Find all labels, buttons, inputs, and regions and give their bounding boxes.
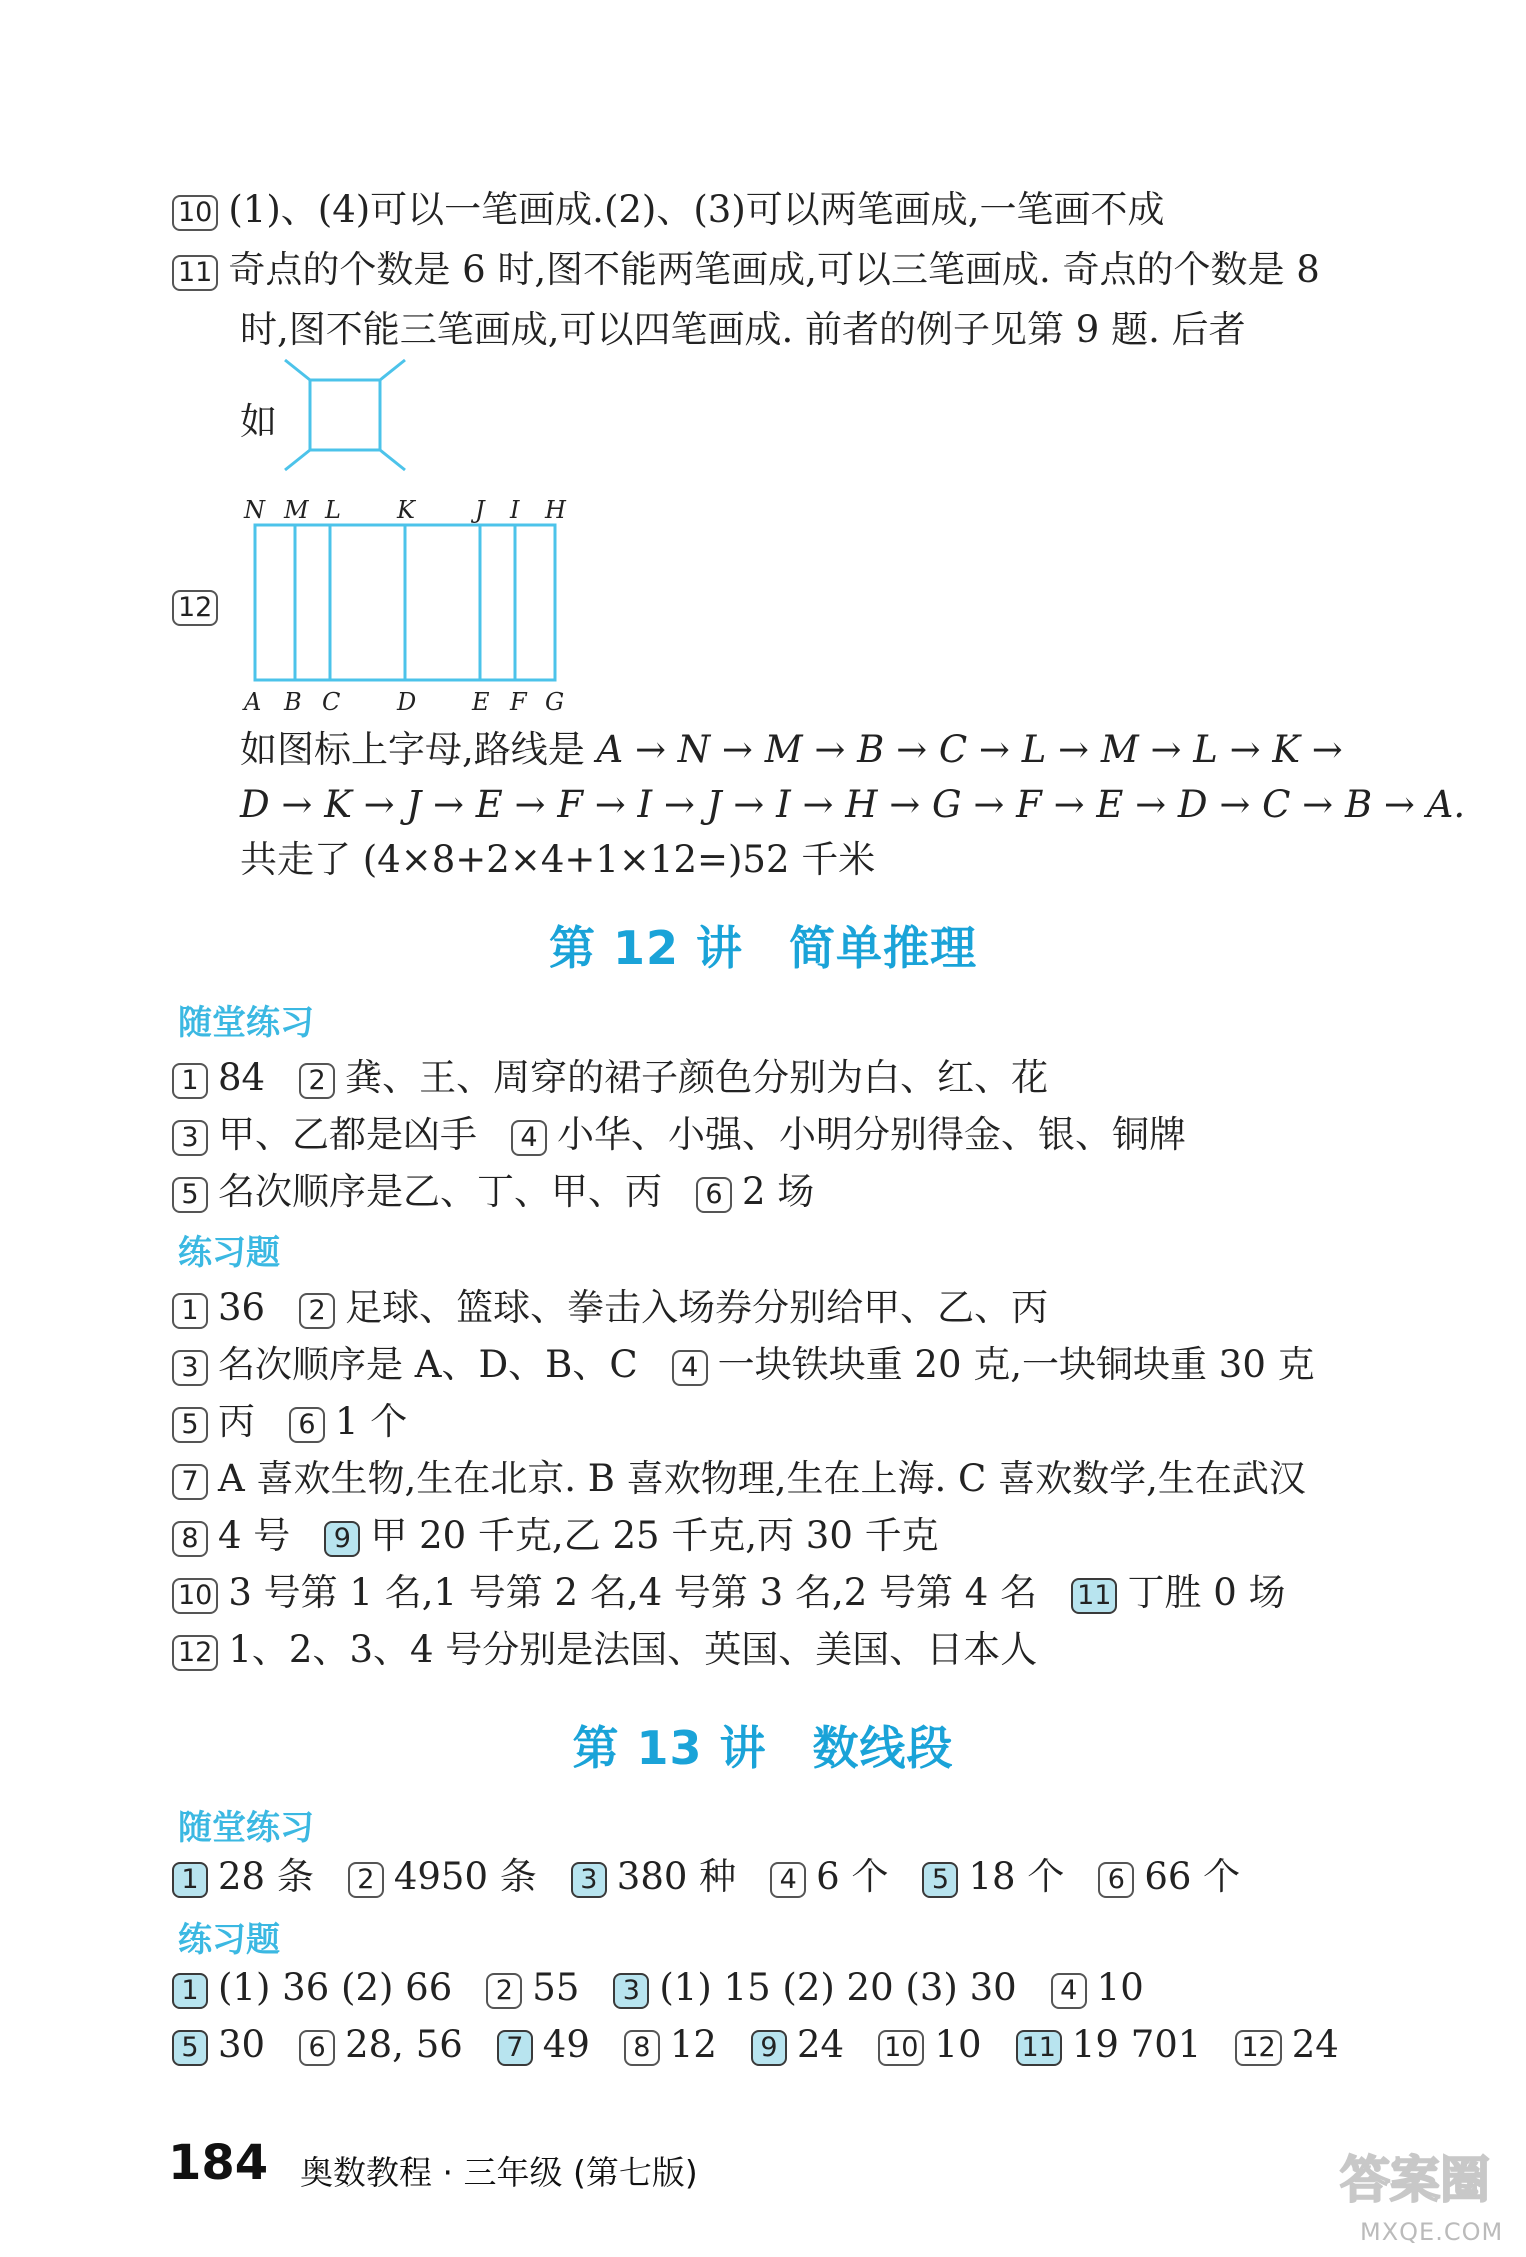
route-point: J [706, 783, 722, 826]
q12-bottom-letter: C [322, 688, 341, 716]
route-arrow: → [652, 783, 707, 826]
question-number: 6 [289, 1407, 325, 1443]
question-number: 7 [172, 1464, 208, 1500]
q12-top-letter: J [475, 496, 485, 524]
route-point: L [1021, 728, 1047, 771]
answer-row [172, 1167, 814, 1217]
route-point: N [677, 728, 711, 771]
answer-text: 49 [542, 2023, 590, 2066]
answer-text: 36 [218, 1286, 266, 1329]
route-arrow: → [1217, 728, 1273, 771]
route-point: F [557, 783, 583, 826]
lecture13-title-num: 第 13 讲 [572, 1721, 767, 1775]
route-point: A [596, 728, 624, 771]
lecture13-title [0, 1712, 1526, 1778]
route-arrow: → [967, 728, 1022, 771]
route-point: I [637, 783, 653, 826]
route-arrow: → [802, 728, 858, 771]
answer-text: 龚、王、周穿的裙子颜色分别为白、红、花 [345, 1056, 1049, 1099]
route-arrow: → [1207, 783, 1263, 826]
route-point: I [776, 783, 791, 826]
q10-text: (1)、(4)可以一笔画成.(2)、(3)可以两笔画成,一笔画不成 [228, 188, 1165, 231]
q12-bottom-letter: A [244, 688, 262, 716]
question-number: 7 [497, 2030, 533, 2066]
q12-top-letter: K [397, 496, 415, 524]
q11-ru [240, 397, 277, 447]
question-number: 1 [172, 1973, 208, 2009]
q12-bottom-letter: E [472, 688, 490, 716]
lecture12-class-practice-label: 随堂练习 [178, 1003, 314, 1043]
q12-route-label: 如图标上字母,路线是 [240, 728, 585, 771]
route-arrow: → [1372, 783, 1427, 826]
question-number: 5 [922, 1862, 958, 1898]
answer-row [172, 1852, 1240, 1902]
route-arrow: → [710, 728, 765, 771]
q12-top-letter: I [510, 496, 520, 524]
q11-line2 [240, 305, 1246, 355]
answer-text: 名次顺序是 A、D、B、C [218, 1343, 638, 1386]
route-arrow: → [1041, 783, 1097, 826]
watermark-url: MXQE.COM [1360, 2218, 1504, 2246]
q11-text-1: 奇点的个数是 6 时,图不能两笔画成,可以三笔画成. 奇点的个数是 8 [228, 248, 1320, 291]
route-arrow: → [1300, 728, 1343, 771]
answer-row [172, 2020, 1339, 2070]
watermark-logo-text: 答案圈 [1340, 2151, 1490, 2209]
route-arrow: → [351, 783, 407, 826]
question-number: 3 [172, 1350, 208, 1386]
route-arrow: → [721, 783, 777, 826]
route-point: M [1100, 728, 1139, 771]
question-number: 4 [770, 1862, 806, 1898]
question-number: 10 [172, 1578, 218, 1614]
answer-text: 丙 [218, 1400, 255, 1443]
route-arrow: → [623, 728, 678, 771]
q11-edge-bl [285, 450, 310, 470]
answer-row [172, 1053, 1048, 1103]
route-point: E [1096, 783, 1124, 826]
answer-text: 一块铁块重 20 克,一块铜块重 30 克 [717, 1343, 1315, 1386]
answer-text: 380 种 [616, 1855, 737, 1898]
q12-bottom-letter: G [545, 688, 565, 716]
answer-text: 10 [934, 2023, 982, 2066]
lecture13-exercise-label: 练习题 [178, 1920, 280, 1960]
q12-top-letter: L [325, 496, 341, 524]
question-number: 10 [878, 2030, 924, 2066]
q10-number: 10 [172, 195, 218, 231]
answer-text: 30 [218, 2023, 266, 2066]
route-end: . [1453, 783, 1466, 826]
question-number: 5 [172, 1407, 208, 1443]
answer-text: 甲、乙都是凶手 [218, 1113, 477, 1156]
answer-text: 6 个 [816, 1855, 889, 1898]
route-point: B [1344, 783, 1373, 826]
route-arrow: → [269, 783, 325, 826]
answer-text: A 喜欢生物,生在北京. B 喜欢物理,生在上海. C 喜欢数学,生在武汉 [218, 1457, 1306, 1500]
answer-text: 55 [532, 1966, 580, 2009]
answer-row [172, 1625, 1037, 1675]
answer-row [172, 1454, 1306, 1504]
answer-text: 12 [669, 2023, 717, 2066]
question-number: 6 [696, 1177, 732, 1213]
route-point: H [845, 783, 878, 826]
q12-bottom-letter: D [397, 688, 417, 716]
answer-text: 19 701 [1071, 2023, 1202, 2066]
route-arrow: → [1046, 728, 1101, 771]
answer-row [172, 1397, 407, 1447]
question-number: 1 [172, 1862, 208, 1898]
answer-text: 4950 条 [393, 1855, 537, 1898]
answer-row [172, 1568, 1286, 1618]
q12-route-line1 [240, 725, 1343, 775]
route-point: E [475, 783, 503, 826]
lecture12-title-num: 第 12 讲 [548, 921, 744, 975]
question-number: 4 [1051, 1973, 1087, 2009]
answer-row [172, 1511, 939, 1561]
q12-top-letter: M [284, 496, 309, 524]
answer-text: 2 场 [742, 1170, 815, 1213]
q12-route-line2 [240, 780, 1465, 830]
answer-text: 1、2、3、4 号分别是法国、英国、美国、日本人 [228, 1628, 1038, 1671]
question-number: 4 [672, 1350, 708, 1386]
q12-bottom-letter: F [510, 688, 527, 716]
route-point: L [1193, 728, 1218, 771]
answer-text: 甲 20 千克,乙 25 千克,丙 30 千克 [370, 1514, 939, 1557]
route-arrow: → [961, 783, 1017, 826]
q12-total: 共走了 (4×8+2×4+1×12=)52 千米 [240, 838, 876, 881]
q11-ru-text: 如 [240, 400, 277, 443]
question-number: 2 [348, 1862, 384, 1898]
route-point: M [764, 728, 803, 771]
route-arrow: → [1138, 728, 1194, 771]
answer-text: 10 [1096, 1966, 1144, 2009]
question-number: 6 [1098, 1862, 1134, 1898]
route-arrow: → [502, 783, 558, 826]
question-number: 12 [172, 1635, 218, 1671]
question-number: 2 [486, 1973, 522, 2009]
route-point: G [932, 783, 962, 826]
q12-number: 12 [172, 590, 218, 626]
answer-text: 4 号 [218, 1514, 291, 1557]
route-point: C [938, 728, 968, 771]
route-arrow: → [1123, 783, 1178, 826]
route-point: D [240, 783, 270, 826]
q12-route-seq-1 [597, 728, 1343, 771]
answer-text: 1 个 [335, 1400, 408, 1443]
question-number: 3 [571, 1862, 607, 1898]
answer-text: 小华、小强、小明分别得金、银、铜牌 [557, 1113, 1186, 1156]
answer-row [172, 1963, 1144, 2013]
answer-text: 足球、篮球、拳击入场券分别给甲、乙、丙 [345, 1286, 1049, 1329]
q11-line1 [172, 245, 1320, 295]
q11-number: 11 [172, 255, 218, 291]
route-arrow: → [884, 728, 939, 771]
q11-diagram [280, 355, 410, 485]
question-number: 5 [172, 1177, 208, 1213]
route-point: J [406, 783, 422, 826]
route-point: C [1262, 783, 1291, 826]
q12-diagram [240, 490, 570, 720]
route-arrow: → [790, 783, 846, 826]
question-number: 1 [172, 1063, 208, 1099]
lecture13-class-practice-label: 随堂练习 [178, 1808, 314, 1848]
lecture13-title-name: 数线段 [812, 1721, 954, 1775]
q11-square [310, 380, 380, 450]
q12-top-letter: N [244, 496, 265, 524]
answer-text: (1) 36 (2) 66 [218, 1966, 453, 2009]
question-number: 9 [324, 1521, 360, 1557]
route-point: K [1272, 728, 1300, 771]
question-number: 9 [751, 2030, 787, 2066]
answer-text: 66 个 [1144, 1855, 1241, 1898]
route-point: K [324, 783, 352, 826]
lecture12-exercise-label: 练习题 [178, 1233, 280, 1273]
route-point: A [1426, 783, 1454, 826]
q12-top-letter: H [545, 496, 566, 524]
answer-text: 24 [1291, 2023, 1339, 2066]
question-number: 12 [1235, 2030, 1281, 2066]
q11-edge-tl [285, 360, 310, 380]
q12-total-line [240, 835, 875, 885]
route-arrow: → [1290, 783, 1345, 826]
answer-row [172, 1340, 1315, 1390]
route-point: D [1177, 783, 1208, 826]
q11-edge-tr [380, 360, 405, 380]
answer-text: 84 [218, 1056, 266, 1099]
book-title: 奥数教程 · 三年级 (第七版) [300, 2153, 698, 2192]
answer-text: 24 [796, 2023, 845, 2066]
lecture12-title [0, 912, 1526, 978]
answer-text: 丁胜 0 场 [1127, 1571, 1286, 1614]
question-number: 1 [172, 1293, 208, 1329]
watermark-logo [1320, 2145, 1510, 2215]
answer-text: 18 个 [968, 1855, 1065, 1898]
question-number: 11 [1016, 2030, 1062, 2066]
question-number: 2 [299, 1293, 335, 1329]
answer-row [172, 1110, 1186, 1160]
question-number: 8 [172, 1521, 208, 1557]
question-number: 8 [624, 2030, 660, 2066]
q11-edge-br [380, 450, 405, 470]
route-point: F [1016, 783, 1042, 826]
q12-bottom-letter: B [284, 688, 302, 716]
lecture12-title-name: 简单推理 [789, 921, 978, 975]
route-point: B [857, 728, 885, 771]
page-number: 184 [168, 2135, 269, 2191]
q11-text-2: 时,图不能三笔画成,可以四笔画成. 前者的例子见第 9 题. 后者 [240, 308, 1246, 351]
route-arrow: → [583, 783, 638, 826]
answer-text: 名次顺序是乙、丁、甲、丙 [218, 1170, 662, 1213]
question-number: 2 [299, 1063, 335, 1099]
question-number: 3 [613, 1973, 649, 2009]
question-number: 3 [172, 1120, 208, 1156]
route-arrow: → [421, 783, 476, 826]
question-number: 4 [511, 1120, 547, 1156]
answer-text: 28 条 [218, 1855, 314, 1898]
q12-number-line [172, 580, 228, 630]
route-arrow: → [877, 783, 933, 826]
answer-row [172, 1283, 1048, 1333]
answer-text: 28, 56 [345, 2023, 463, 2066]
question-number: 6 [299, 2030, 335, 2066]
q10-line [172, 185, 1165, 235]
question-number: 11 [1071, 1578, 1117, 1614]
answer-text: (1) 15 (2) 20 (3) 30 [659, 1966, 1017, 2009]
answer-text: 3 号第 1 名,1 号第 2 名,4 号第 3 名,2 号第 4 名 [228, 1571, 1038, 1614]
question-number: 5 [172, 2030, 208, 2066]
